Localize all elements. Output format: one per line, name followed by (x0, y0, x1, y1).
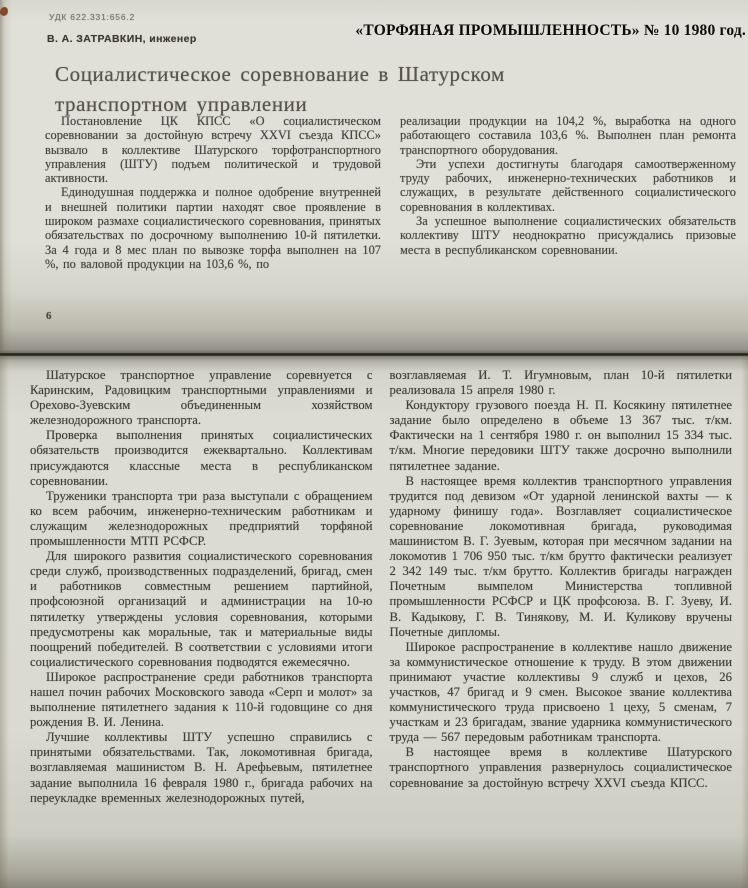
article-title (55, 59, 615, 119)
paragraph: В настоящее время в коллективе Шатурского транспортного управления развернулось социалистическое соревнование за достойную встречу XXVI съезда КПСС. (389, 745, 732, 790)
paragraph: В настоящее время коллектив транспортного управления трудится под девизом «От ударной ленинской вахты — к ударному финишу года». Возглавляет социалистическое соревнование локомотивная бригада, руководимая машинистом В. Г. Зуевым, которая при месячном задании на локомотив 1 706 950 тыс. т/км брутто фактически реализует 2 342 149 тыс. т/км брутто. Коллектив бригады награжден Почетным вымпелом Министерства топливной промышленности РСФСР и ЦК профсоюза. В. Г. Зуеву, И. В. Кадыкову, Г. В. Тинякову, М. И. Куликову вручены Почетные дипломы. (389, 473, 732, 639)
paragraph: Для широкого развития социалистического соревнования среди служб, производственных подразделений, бригад, смен и работников совместным решением партийной, профсоюзной организаций и администрации на 10-ю пятилетку утверждены условия соревнования, которыми предусмотрены как моральные, так и материальные виды поощрений победителей. В соответствии с условиями итоги социалистического соревнования подводятся ежемесячно. (30, 549, 373, 669)
paragraph: реализации продукции на 104,2 %, выработка на одного работающего составила 103,6 %. Выполнен план ремонта транспортного оборудования. (400, 114, 736, 157)
paragraph: Единодушная поддержка и полное одобрение внутренней и внешней политики партии находят свое проявление в широком размахе социалистического соревнования, принятых обязательствах по досрочному выполнению 10-й пятилетки. За 4 года и 8 мес план по вывозке торфа выполнен на 107 %, по валовой продукции на 103,6 %, по (45, 185, 381, 271)
paragraph: Широкое распространение в коллективе нашло движение за коммунистическое отношение к труду. В этом движении принимают участие коллективы 9 служб и цехов, 26 участков, 47 бригад и 9 смен. Высокое звание коллектива коммунистического труда присвоено 1 цеху, 5 сменам, 7 участкам и 23 бригадам, звание ударника коммунистического труда — 567 передовым работникам транспорта. (389, 639, 732, 745)
top-right-column (400, 114, 736, 271)
paragraph: За успешное выполнение социалистических обязательств коллективу ШТУ неоднократно присуждались призовые места в республиканском соревновании. (400, 214, 736, 257)
paragraph: Проверка выполнения принятых социалистических обязательств производится ежеквартально. Коллективам присуждаются классные места в республиканском соревновании. (30, 428, 373, 488)
paragraph: Шатурское транспортное управление соревнуется с Каринским, Радовицким транспортными управлениями и Орехово-Зуевским объединенным хозяйством железнодорожного транспорта. (30, 368, 373, 428)
article-title-line2: транспортном управлении (55, 92, 308, 116)
top-left-column (45, 114, 381, 271)
udc-label: УДК 622.331:656.2 (49, 12, 136, 22)
top-page-scan (0, 0, 748, 353)
bottom-columns (30, 368, 732, 806)
paragraph: Лучшие коллективы ШТУ успешно справились с принятыми обязательствами. Так, локомотивная бригада, возглавляемая машинистом В. Н. Арефьевым, пятилетнее задание выполнила 16 февраля 1980 г., бригада рабочих на переукладке временных железнодорожных путей, (30, 730, 373, 805)
bottom-page-scan (0, 356, 748, 888)
paragraph: Постановление ЦК КПСС «О социалистическом соревновании за достойную встречу XXVI съезда КПСС» вызвало в коллективе Шатурского торфотранспортного управления (ШТУ) подъем политической и трудовой активности. (45, 114, 381, 186)
page-number: 6 (46, 310, 52, 322)
journal-caption: «ТОРФЯНАЯ ПРОМЫШЛЕННОСТЬ» № 10 1980 год. (355, 22, 746, 39)
author-line: В. А. ЗАТРАВКИН, инженер (47, 33, 197, 45)
article-title-line1: Социалистическое соревнование в Шатурском (55, 62, 505, 86)
paragraph: возглавляемая И. Т. Игумновым, план 10-й пятилетки реализовала 15 апреля 1980 г. (389, 368, 732, 398)
bottom-left-column (30, 368, 373, 806)
paragraph: Труженики транспорта три раза выступали с обращением ко всем рабочим, инженерно-техническим работникам и служащим железнодорожных предприятий торфяной промышленности МТП РСФСР. (30, 488, 373, 549)
top-columns (45, 114, 736, 271)
scan-corner-spot (0, 7, 8, 16)
paragraph: Эти успехи достигнуты благодаря самоотверженному труду рабочих, инженерно-технических работников и служащих, в результате действенного социалистического соревнования в коллективах. (400, 156, 736, 214)
paragraph: Кондуктору грузового поезда Н. П. Косякину пятилетнее задание было определено в объеме 13 367 тыс. т/км. Фактически на 1 сентября 1980 г. он выполнил 15 334 тыс. т/км. Многие передовики ШТУ также досрочно выполнили пятилетнее задание. (389, 398, 732, 473)
paragraph: Широкое распространение среди работников транспорта нашел почин рабочих Московского завода «Серп и молот» за выполнение пятилетнего задания к 110-й годовщине со дня рождения В. И. Ленина. (30, 669, 373, 730)
bottom-right-column (390, 368, 733, 806)
